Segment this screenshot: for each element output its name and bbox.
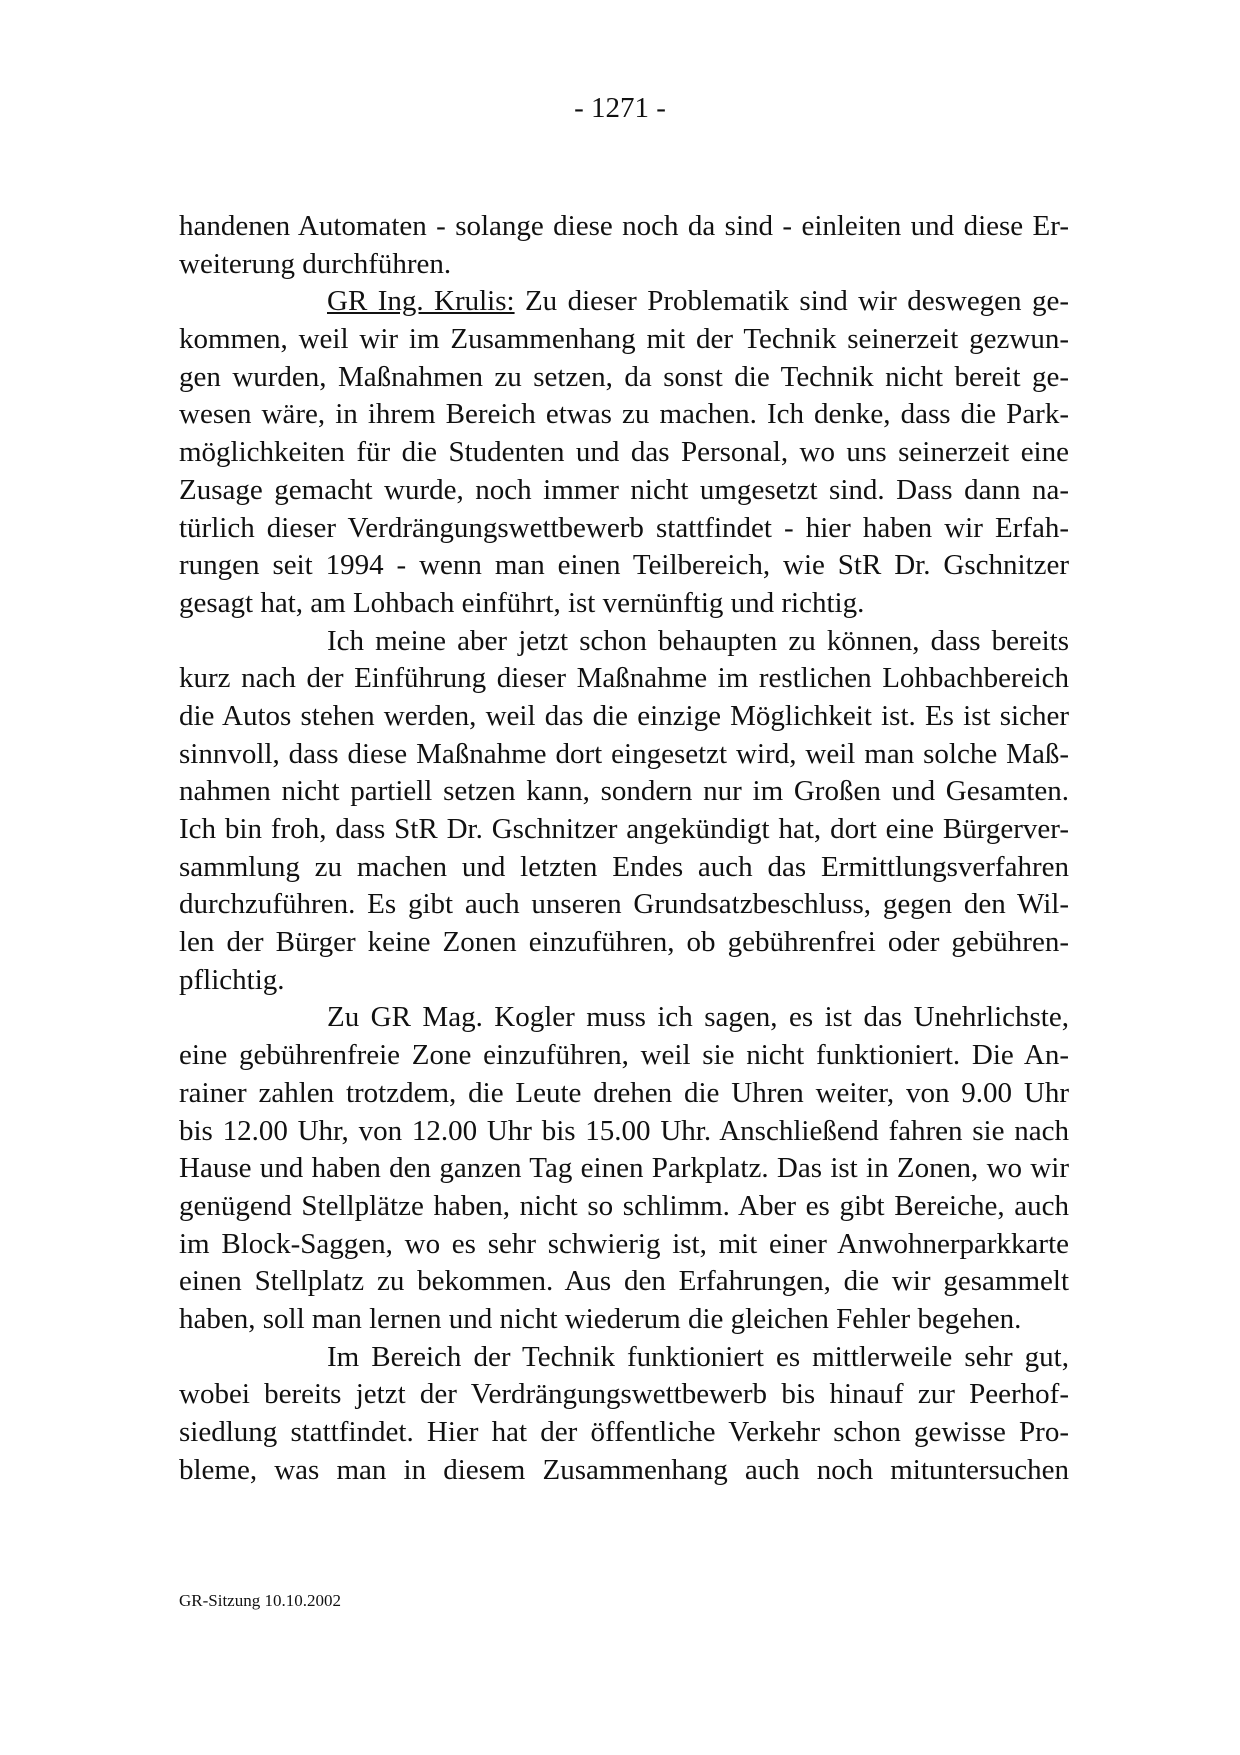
text-line bbox=[179, 472, 1069, 510]
line-text: nahmen nicht partiell setzen kann, sondern nur im Großen und Gesamten. bbox=[179, 775, 1069, 808]
line-text: wesen wäre, in ihrem Bereich etwas zu machen. Ich denke, dass die Park- bbox=[179, 398, 1069, 431]
page-number: - 1271 - bbox=[574, 92, 666, 124]
line-text: Ich meine aber jetzt schon behaupten zu können, dass bereits bbox=[327, 624, 1069, 657]
line-text: Zusage gemacht wurde, noch immer nicht umgesetzt sind. Dass dann na- bbox=[179, 473, 1069, 506]
line-text: bleme, was man in diesem Zusammenhang auch noch mituntersuchen bbox=[179, 1453, 1069, 1486]
line-text: gesagt hat, am Lohbach einführt, ist vernünftig und richtig. bbox=[179, 586, 865, 619]
line-text: Zu GR Mag. Kogler muss ich sagen, es ist das Unehrlichste, bbox=[327, 1001, 1069, 1034]
line-text: sinnvoll, dass diese Maßnahme dort eingesetzt wird, weil man solche Maß- bbox=[179, 737, 1069, 770]
line-text: im Block-Saggen, wo es sehr schwierig ist, mit einer Anwohnerparkkarte bbox=[179, 1227, 1069, 1260]
line-text: eine gebührenfreie Zone einzuführen, weil sie nicht funktioniert. Die An- bbox=[179, 1039, 1069, 1072]
line-text: möglichkeiten für die Studenten und das Personal, wo uns seinerzeit eine bbox=[179, 436, 1069, 469]
text-line bbox=[179, 924, 1069, 962]
body-text bbox=[179, 208, 1069, 1489]
line-text: kurz nach der Einführung dieser Maßnahme im restlichen Lohbachbereich bbox=[179, 662, 1069, 695]
text-line bbox=[179, 510, 1069, 548]
text-line bbox=[179, 1376, 1069, 1414]
text-line bbox=[179, 660, 1069, 698]
text-line bbox=[179, 547, 1069, 585]
line-text: die Autos stehen werden, weil das die einzige Möglichkeit ist. Es ist sicher bbox=[179, 699, 1069, 732]
line-text: siedlung stattfindet. Hier hat der öffentliche Verkehr schon gewisse Pro- bbox=[179, 1416, 1069, 1448]
text-line bbox=[179, 1414, 1069, 1452]
line-text: Ich bin froh, dass StR Dr. Gschnitzer angekündigt hat, dort eine Bürgerver- bbox=[179, 813, 1069, 845]
text-line bbox=[179, 623, 1069, 661]
text-line bbox=[179, 321, 1069, 359]
text-line bbox=[179, 736, 1069, 774]
text-line bbox=[179, 1226, 1069, 1264]
text-line bbox=[179, 811, 1069, 849]
text-line bbox=[179, 773, 1069, 811]
line-text: pflichtig. bbox=[179, 963, 285, 996]
line-text: Hause und haben den ganzen Tag einen Parkplatz. Das ist in Zonen, wo wir bbox=[179, 1152, 1069, 1185]
text-line bbox=[179, 999, 1069, 1037]
text-line bbox=[179, 283, 1069, 321]
line-text: wobei bereits jetzt der Verdrängungswettbewerb bis hinauf zur Peerhof- bbox=[179, 1378, 1069, 1411]
text-line bbox=[179, 1339, 1069, 1377]
line-text: Im Bereich der Technik funktioniert es mittlerweile sehr gut, bbox=[327, 1340, 1069, 1373]
text-line bbox=[179, 396, 1069, 434]
text-line bbox=[179, 1301, 1069, 1339]
text-line bbox=[179, 698, 1069, 736]
line-text: rungen seit 1994 - wenn man einen Teilbereich, wie StR Dr. Gschnitzer bbox=[179, 549, 1069, 582]
line-text: Zu dieser Problematik sind wir deswegen ge- bbox=[514, 285, 1069, 318]
line-text: weiterung durchführen. bbox=[179, 247, 452, 280]
text-line bbox=[179, 1452, 1069, 1490]
line-text: genügend Stellplätze haben, nicht so schlimm. Aber es gibt Bereiche, auch bbox=[179, 1189, 1069, 1222]
speaker-name: GR Ing. Krulis: bbox=[327, 285, 515, 318]
line-text: türlich dieser Verdrängungswettbewerb stattfindet - hier haben wir Erfah- bbox=[179, 511, 1069, 544]
text-line bbox=[179, 359, 1069, 397]
line-text: len der Bürger keine Zonen einzuführen, ob gebührenfrei oder gebühren- bbox=[179, 926, 1069, 959]
line-text: bis 12.00 Uhr, von 12.00 Uhr bis 15.00 Uhr. Anschließend fahren sie nach bbox=[179, 1114, 1069, 1147]
text-line bbox=[179, 208, 1069, 246]
text-line bbox=[179, 1075, 1069, 1113]
text-line bbox=[179, 886, 1069, 924]
text-line bbox=[179, 434, 1069, 472]
text-line bbox=[179, 1188, 1069, 1226]
text-line bbox=[179, 1150, 1069, 1188]
text-line bbox=[179, 1113, 1069, 1151]
line-text: kommen, weil wir im Zusammenhang mit der Technik seinerzeit gezwun- bbox=[179, 323, 1069, 356]
text-line bbox=[179, 585, 1069, 623]
line-text: gen wurden, Maßnahmen zu setzen, da sonst die Technik nicht bereit ge- bbox=[179, 360, 1069, 393]
line-text: durchzuführen. Es gibt auch unseren Grundsatzbeschluss, gegen den Wil- bbox=[179, 888, 1069, 921]
text-line bbox=[179, 246, 1069, 284]
line-text: rainer zahlen trotzdem, die Leute drehen die Uhren weiter, von 9.00 Uhr bbox=[179, 1076, 1069, 1109]
footer-session-date: GR-Sitzung 10.10.2002 bbox=[179, 1591, 341, 1610]
text-line bbox=[179, 962, 1069, 1000]
text-line bbox=[179, 1037, 1069, 1075]
line-text: handenen Automaten - solange diese noch da sind - einleiten und diese Er- bbox=[179, 210, 1069, 242]
line-text: einen Stellplatz zu bekommen. Aus den Erfahrungen, die wir gesammelt bbox=[179, 1265, 1069, 1298]
text-line bbox=[179, 849, 1069, 887]
text-line bbox=[179, 1263, 1069, 1301]
line-text: haben, soll man lernen und nicht wiederum die gleichen Fehler begehen. bbox=[179, 1302, 1022, 1335]
line-text: sammlung zu machen und letzten Endes auch das Ermittlungsverfahren bbox=[179, 850, 1069, 883]
